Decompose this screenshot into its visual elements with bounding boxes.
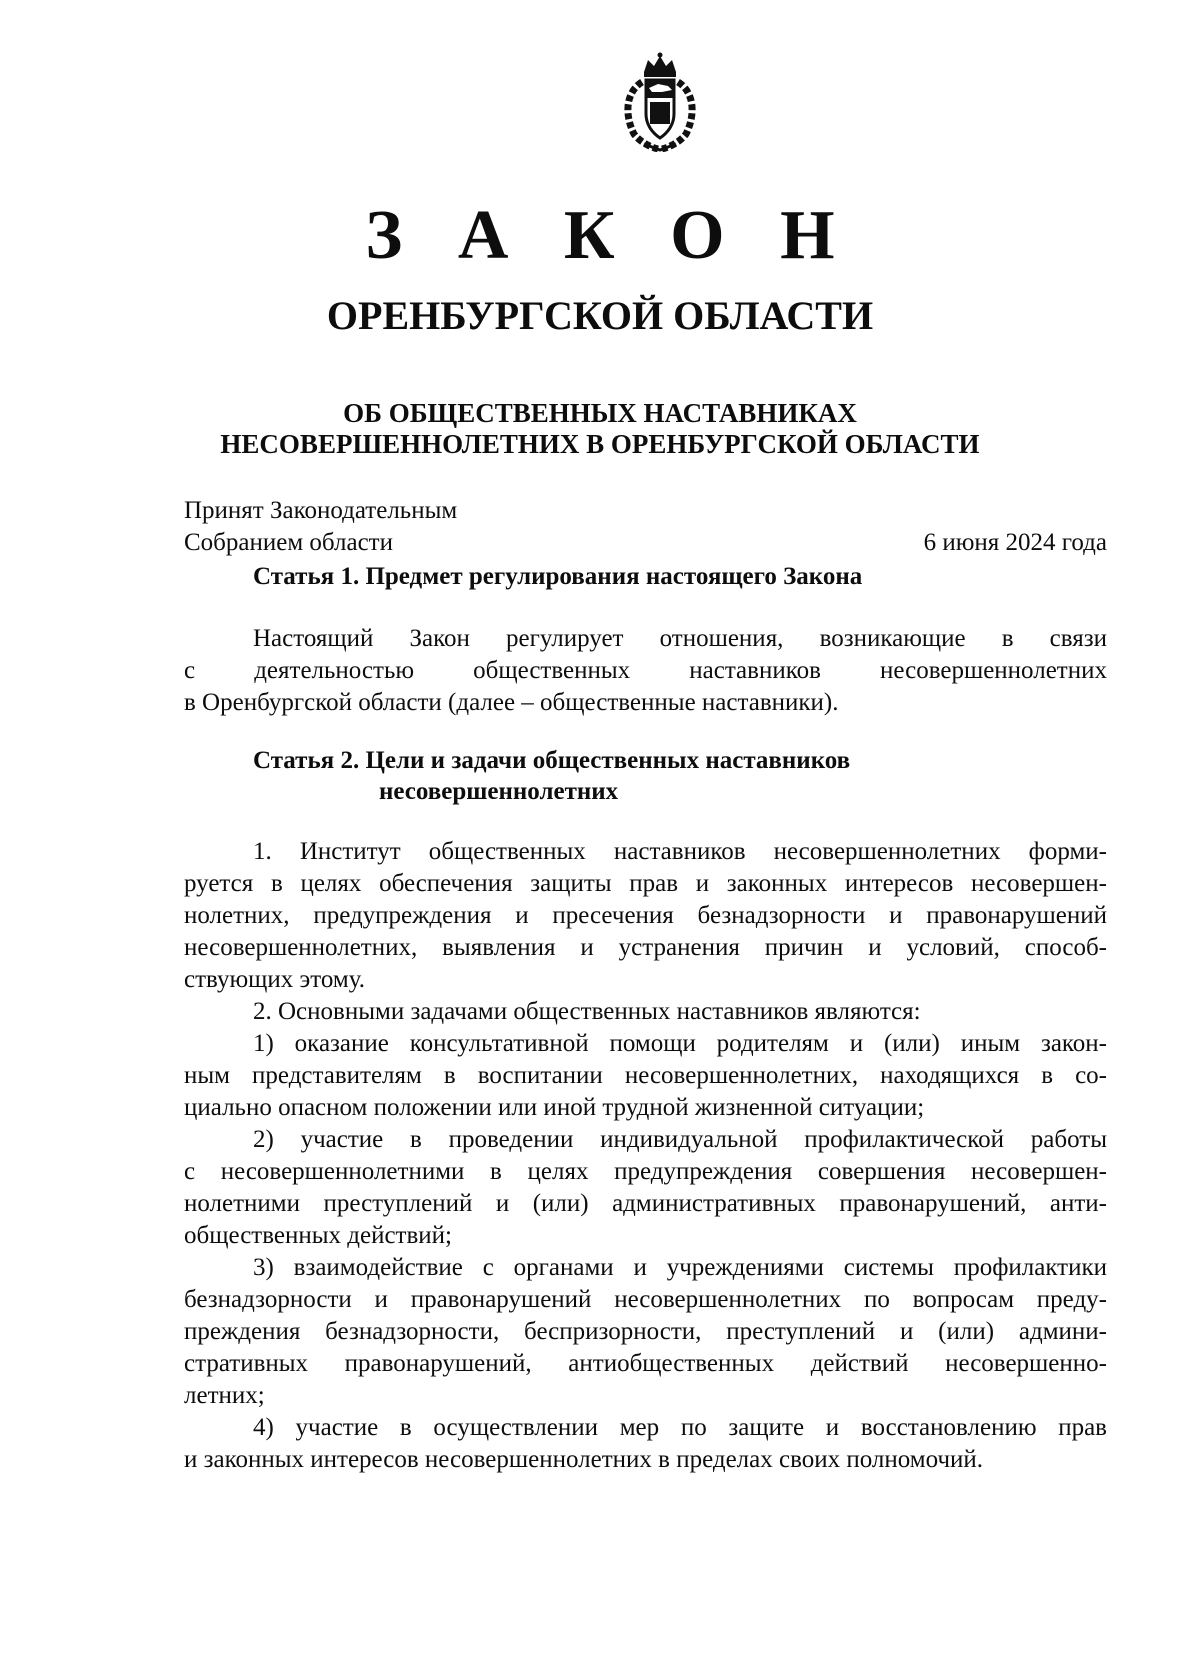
law-region: ОРЕНБУРГСКОЙ ОБЛАСТИ: [326, 293, 874, 338]
text-line: с деятельностью общественных наставников несовершеннолетних: [184, 657, 1107, 684]
text-line: руется в целях обеспечения защиты прав и законных интересов несовершен-: [184, 870, 1107, 897]
text-line: нолетних, предупреждения и пресечения безнадзорности и правонарушений: [184, 902, 1107, 929]
law-subject-line: НЕСОВЕРШЕННОЛЕТНИХ В ОРЕНБУРГСКОЙ ОБЛАСТИ: [220, 429, 980, 459]
article-2-heading-line: несовершеннолетних: [379, 778, 619, 805]
article-2-heading-line: Статья 2. Цели и задачи общественных наставников: [253, 747, 851, 774]
article-2-item-2: [184, 1124, 1107, 1252]
adoption-date: 6 июня 2024 года: [923, 529, 1107, 556]
text-line: 1. Институт общественных наставников несовершеннолетних форми-: [253, 838, 1107, 865]
article-2-paragraph-2: [184, 996, 1107, 1028]
article-1-heading: Статья 1. Предмет регулирования настоящего Закона: [253, 563, 863, 590]
text-line: ствующих этому.: [184, 966, 365, 993]
text-line: 2) участие в проведении индивидуальной профилактической работы: [253, 1126, 1107, 1153]
text-line: летних;: [184, 1382, 265, 1409]
law-subject-line: ОБ ОБЩЕСТВЕННЫХ НАСТАВНИКАХ: [343, 398, 857, 428]
coat-of-arms-icon: [614, 52, 706, 152]
text-line: преждения безнадзорности, беспризорности, преступлений и (или) админи-: [184, 1318, 1107, 1345]
text-line: ным представителям в воспитании несовершеннолетних, находящихся в со-: [184, 1062, 1107, 1089]
text-line: 2. Основными задачами общественных наставников являются:: [253, 998, 921, 1025]
text-line: несовершеннолетних, выявления и устранения причин и условий, способ-: [184, 934, 1107, 961]
text-line: 3) взаимодействие с органами и учреждениями системы профилактики: [253, 1254, 1107, 1281]
article-2-item-4: [184, 1412, 1107, 1476]
text-line: циально опасном положении или иной трудной жизненной ситуации;: [184, 1094, 925, 1121]
text-line: в Оренбургской области (далее – общественные наставники).: [184, 689, 839, 716]
text-line: 1) оказание консультативной помощи родителям и (или) иным закон-: [253, 1030, 1107, 1057]
adoption-line: Собранием области: [184, 529, 393, 556]
text-line: Настоящий Закон регулирует отношения, возникающие в связи: [253, 625, 1107, 652]
text-line: нолетними преступлений и (или) административных правонарушений, анти-: [184, 1190, 1107, 1217]
text-line: стративных правонарушений, антиобщественных действий несовершенно-: [184, 1350, 1107, 1377]
article-2-heading: [253, 745, 850, 807]
law-subject: [100, 398, 1100, 460]
text-line: общественных действий;: [184, 1222, 452, 1249]
adoption-line: Принят Законодательным: [184, 497, 458, 524]
article-2-paragraph-1: [184, 836, 1107, 996]
article-2-item-1: [184, 1028, 1107, 1124]
text-line: с несовершеннолетними в целях предупреждения совершения несовершен-: [184, 1158, 1107, 1185]
text-line: безнадзорности и правонарушений несовершеннолетних по вопросам преду-: [184, 1286, 1107, 1313]
article-1-paragraph: [184, 623, 1107, 719]
adoption-body: [184, 495, 457, 559]
text-line: и законных интересов несовершеннолетних в пределах своих полномочий.: [184, 1446, 984, 1473]
text-line: 4) участие в осуществлении мер по защите и восстановлению прав: [253, 1414, 1107, 1441]
article-2-item-3: [184, 1252, 1107, 1412]
law-title: З А К О Н: [365, 197, 854, 274]
